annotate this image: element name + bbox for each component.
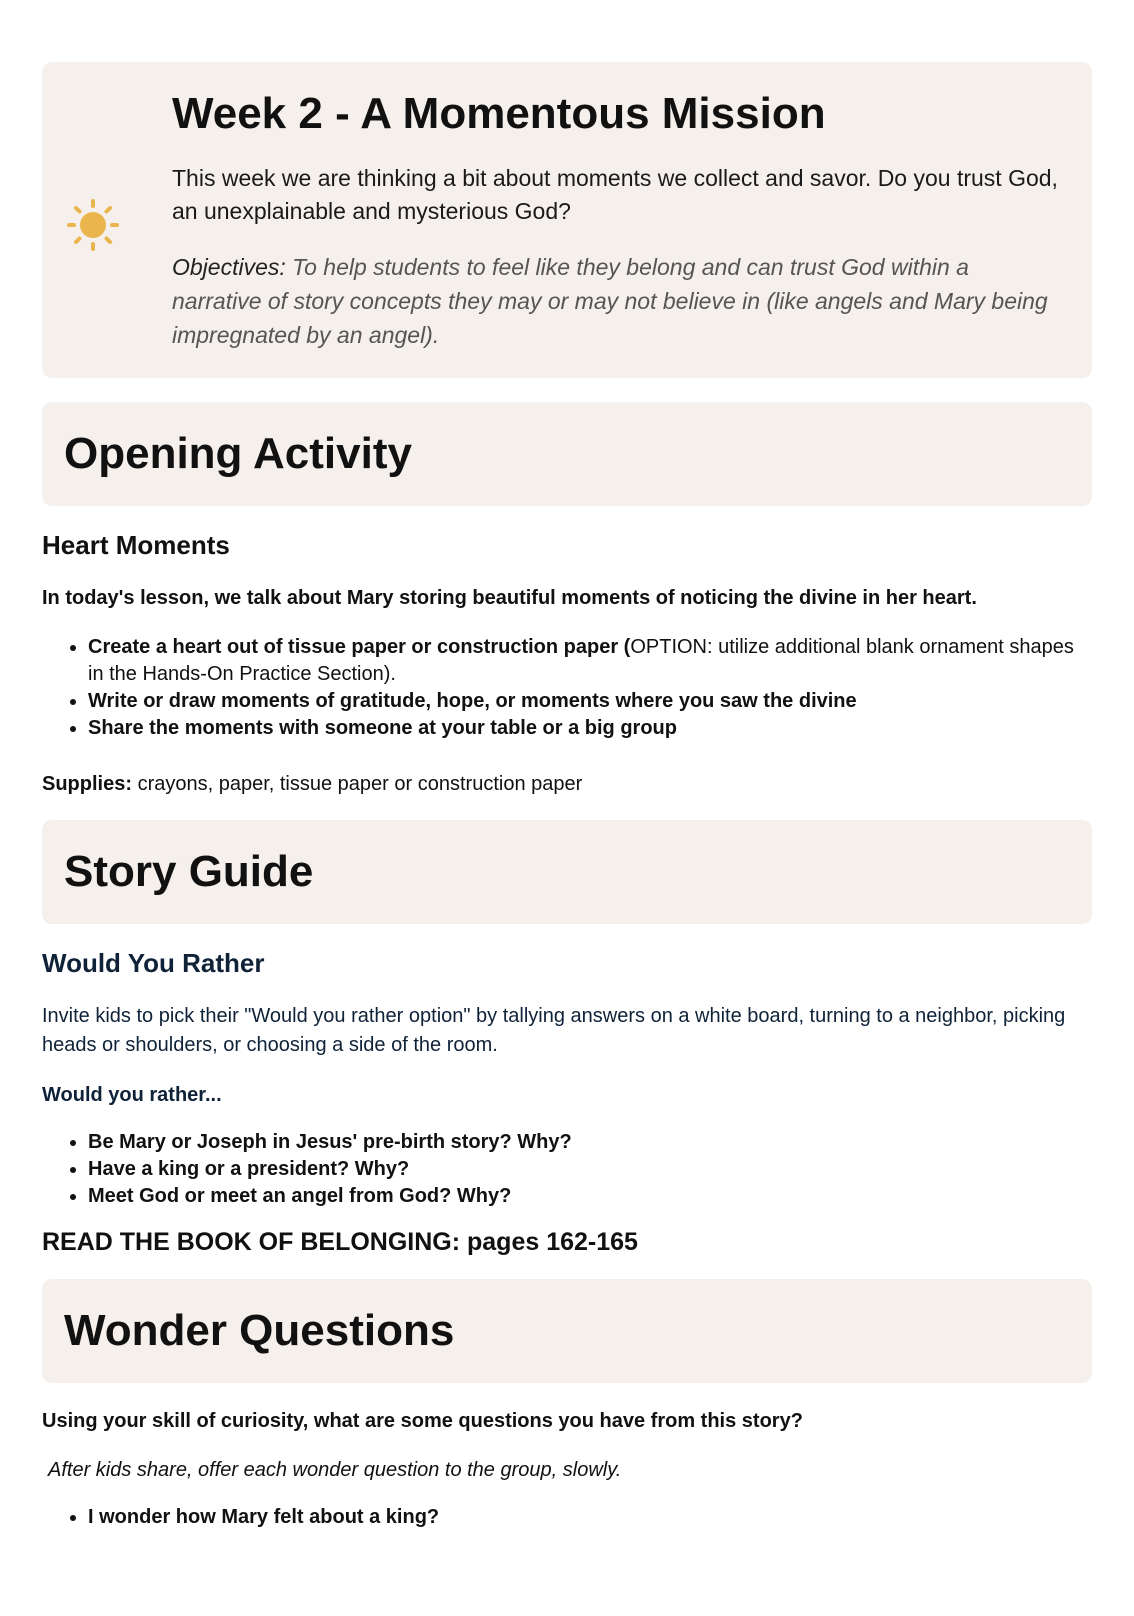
sun-icon: [66, 198, 120, 252]
page-title: Week 2 - A Momentous Mission: [172, 89, 826, 138]
subsection-title: Would You Rather: [42, 948, 265, 978]
instruction-text: Invite kids to pick their "Would you rather option" by tallying answers on a white board, turning to a neighbor, picking heads or shoulders, or choosing a side of the room.: [42, 1005, 1066, 1056]
section-title: Wonder Questions: [64, 1306, 455, 1355]
lead-text: Using your skill of curiosity, what are some questions you have from this story?: [42, 1410, 803, 1432]
list-item: • Be Mary or Joseph in Jesus' pre-birth story? Why?: [88, 1129, 1092, 1156]
section-story-guide: [42, 820, 1092, 924]
section-wonder-questions: [42, 1279, 1092, 1383]
activity-list: [42, 634, 1092, 742]
section-opening-activity: [42, 402, 1092, 506]
objectives-label: Objectives:: [172, 254, 286, 280]
supplies-label: Supplies:: [42, 773, 133, 795]
read-instruction: READ THE BOOK OF BELONGING: pages 162-165: [42, 1228, 638, 1256]
list-item: • Meet God or meet an angel from God? Why?: [88, 1183, 1092, 1210]
objectives-body: To help students to feel like they belong and can trust God within a narrative of story concepts they may or may not believe in (like angels and Mary being impregnated by an angel).: [172, 254, 1048, 348]
week-callout: [42, 62, 1092, 378]
supplies-text: crayons, paper, tissue paper or construction paper: [132, 773, 583, 795]
list-item: • Have a king or a president? Why?: [88, 1156, 1092, 1183]
item-bold: Create a heart out of tissue paper or construction paper (: [88, 636, 631, 658]
list-item: [88, 688, 1092, 715]
wonder-list: [42, 1504, 1092, 1531]
note-text: After kids share, offer each wonder question to the group, slowly.: [48, 1459, 622, 1481]
subsection-title: Heart Moments: [42, 530, 230, 560]
objectives-text: [172, 250, 1062, 352]
section-title: Story Guide: [64, 847, 314, 896]
lead-text: Would you rather...: [42, 1084, 222, 1106]
section-title: Opening Activity: [64, 429, 412, 478]
lesson-page: [42, 62, 1092, 1531]
intro-text: This week we are thinking a bit about moments we collect and savor. Do you trust God, an unexplainable and mysterious God?: [172, 165, 1058, 224]
item-rest: OPTION: utilize additional blank ornament shapes in the Hands-On Practice Section).: [88, 636, 1074, 685]
lead-text: In today's lesson, we talk about Mary storing beautiful moments of noticing the divine in her heart.: [42, 587, 977, 609]
item-bold: Write or draw moments of gratitude, hope, or moments where you saw the divine: [88, 690, 857, 712]
question-list: [42, 1129, 1092, 1210]
supplies-line: [42, 770, 1092, 798]
list-item: • I wonder how Mary felt about a king?: [88, 1504, 1092, 1531]
item-bold: Share the moments with someone at your table or a big group: [88, 717, 677, 739]
list-item: [88, 715, 1092, 742]
list-item: [88, 634, 1092, 688]
